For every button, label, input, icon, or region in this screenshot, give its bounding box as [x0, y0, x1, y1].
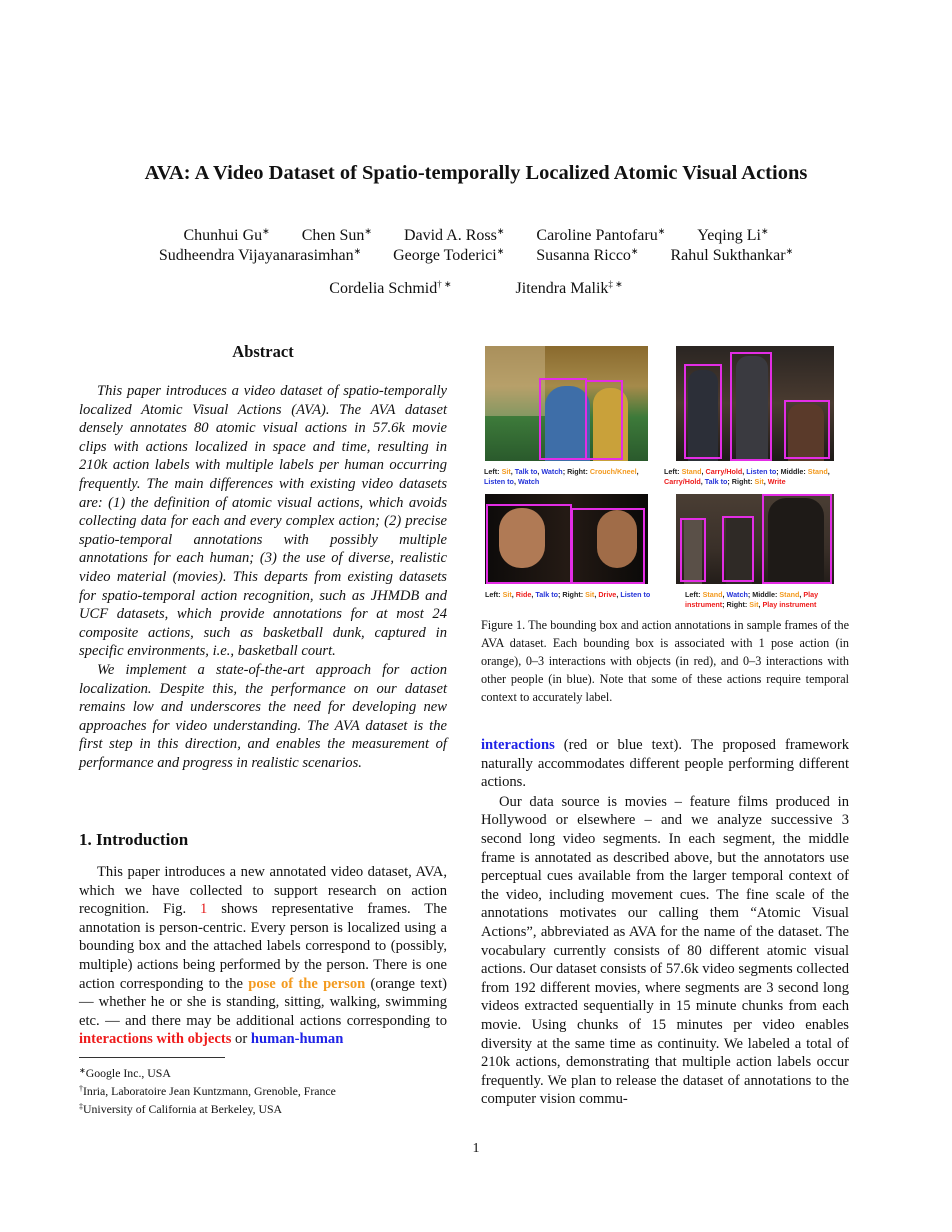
paragraph: Our data source is movies – feature films produced in Hollywood or elsewhere – and we analyze successive 3 second long video segments. In each segment, the middle frame is annotated as described above, but the annotators use perceptual cues available from the larger temporal context of the video, including movement cues. The fine scale of the annotations motivates our calling them “Atomic Visual Actions”, abbreviated as AVA for the name of the dataset. The vocabulary currently consists of 80 different atomic visual actions. Our dataset consists of 57.6k video segments collected from 192 different movies, where segments are 3 second long videos extracted sequentially in 15 minute chunks from each movie. Using chunks of 15 minutes per video enables diversity at the same time as continuity. We labeled a total of 210k actions, demonstrating that multiple action labels occur frequently. We plan to release the dataset of annotations to the computer vision commu- [481, 793, 850, 1108]
author: Yeqing Li∗ [697, 226, 769, 244]
section-heading: 1. Introduction [79, 830, 189, 849]
frame-caption-2: Left: Stand, Carry/Hold, Listen to; Middle: Stand, Carry/Hold, Talk to; Right: Sit, Write [664, 467, 830, 486]
abstract-paragraph: We implement a state-of-the-art approach for action localization. Despite this, the performance on our dataset remains low and underscores the need for developing new approaches for video understanding. The AVA dataset is the first step in this direction, and enables the measurement of performance and progress in realistic scenarios. [79, 661, 447, 771]
author: Rahul Sukthankar∗ [670, 246, 794, 264]
figure-caption: Figure 1. The bounding box and action annotations in sample frames of the AVA dataset. Each bounding box is associated with 1 pose action (in orange), 0–3 interactions with objects (in red), and 0–3 interactions with other people (in blue). Note that some of these actions require temporal context to accurately label. [481, 618, 849, 704]
interactions-highlight: interactions [481, 737, 555, 753]
author: Cordelia Schmid† ∗ [329, 279, 452, 297]
authors-row-3 [0, 279, 952, 298]
authors-row-1 [0, 226, 952, 245]
frame-image-3 [485, 494, 648, 584]
footnote: ∗Google Inc., USA [79, 1066, 171, 1080]
abstract-heading: Abstract [232, 342, 294, 361]
author: Chunhui Gu∗ [183, 226, 270, 244]
frame-image-4 [676, 494, 834, 584]
right-column-body [481, 736, 849, 1109]
intro-body [79, 863, 447, 1049]
footnote-rule [79, 1057, 225, 1058]
author: Susanna Ricco∗ [536, 246, 639, 264]
author: George Toderici∗ [393, 246, 505, 264]
author: Chen Sun∗ [301, 226, 372, 244]
frame-image-2 [676, 346, 834, 461]
footnotes [79, 1063, 336, 1117]
figure-ref-link[interactable]: 1 [200, 901, 208, 918]
footnote: †Inria, Laboratoire Jean Kuntzmann, Grenoble, France [79, 1084, 336, 1098]
human-highlight: human-human [250, 1031, 344, 1048]
frame-image-1 [485, 346, 648, 461]
frame-caption-1: Left: Sit, Talk to, Watch; Right: Crouch/Kneel, Listen to, Watch [484, 467, 639, 486]
footnote: ‡University of California at Berkeley, USA [79, 1102, 283, 1116]
frame-caption-4: Left: Stand, Watch; Middle: Stand, Play instrument; Right: Sit, Play instrument [685, 590, 819, 609]
author: Caroline Pantofaru∗ [536, 226, 666, 244]
page-number: 1 [472, 1141, 480, 1156]
paper-title: AVA: A Video Dataset of Spatio-temporally Localized Atomic Visual Actions [144, 162, 808, 184]
paragraph: interactions (red or blue text). The proposed framework naturally accommodates different people performing different actions. [481, 737, 849, 791]
objects-highlight: interactions with objects [79, 1031, 232, 1048]
author: Jitendra Malik‡ ∗ [515, 279, 623, 297]
frame-caption-3: Left: Sit, Ride, Talk to; Right: Sit, Drive, Listen to [485, 590, 651, 599]
author: Sudheendra Vijayanarasimhan∗ [158, 246, 362, 264]
intro-paragraph: This paper introduces a new annotated video dataset, AVA, which we have collected to support research on action recognition. Fig. 1 shows representative frames. The annotation is person-centric. Every person is localized using a bounding box and the attached labels correspond to (possibly, multiple) actions being performed by the person. There is one action corresponding to the pose of the person (orange text) — whether he or she is standing, sitting, walking, swimming etc. — and there may be additional actions corresponding to interactions with objects or human-human [79, 864, 447, 1048]
pose-highlight: pose of the person [248, 975, 366, 992]
abstract-body [79, 382, 447, 772]
author: David A. Ross∗ [403, 226, 505, 244]
abstract-paragraph: This paper introduces a video dataset of spatio-temporally localized Atomic Visual Actions (AVA). The AVA dataset densely annotates 80 atomic visual actions in 57.6k movie clips with actions localized in space and time, resulting in 210k action labels with multiple labels per human occurring frequently. The main differences with existing video datasets are: (1) the definition of atomic visual actions, which avoids collecting data for each and every complex action; (2) precise spatio-temporal annotations with possibly multiple annotations for each human; (3) the use of diverse, realistic video material (movies). This departs from existing datasets for spatio-temporal action recognition, such as JHMDB and UCF datasets, which provide annotations for at most 24 composite actions, such as basketball dunk, captured in specific environments, i.e., basketball court. [79, 383, 447, 660]
authors-row-2 [0, 246, 952, 265]
